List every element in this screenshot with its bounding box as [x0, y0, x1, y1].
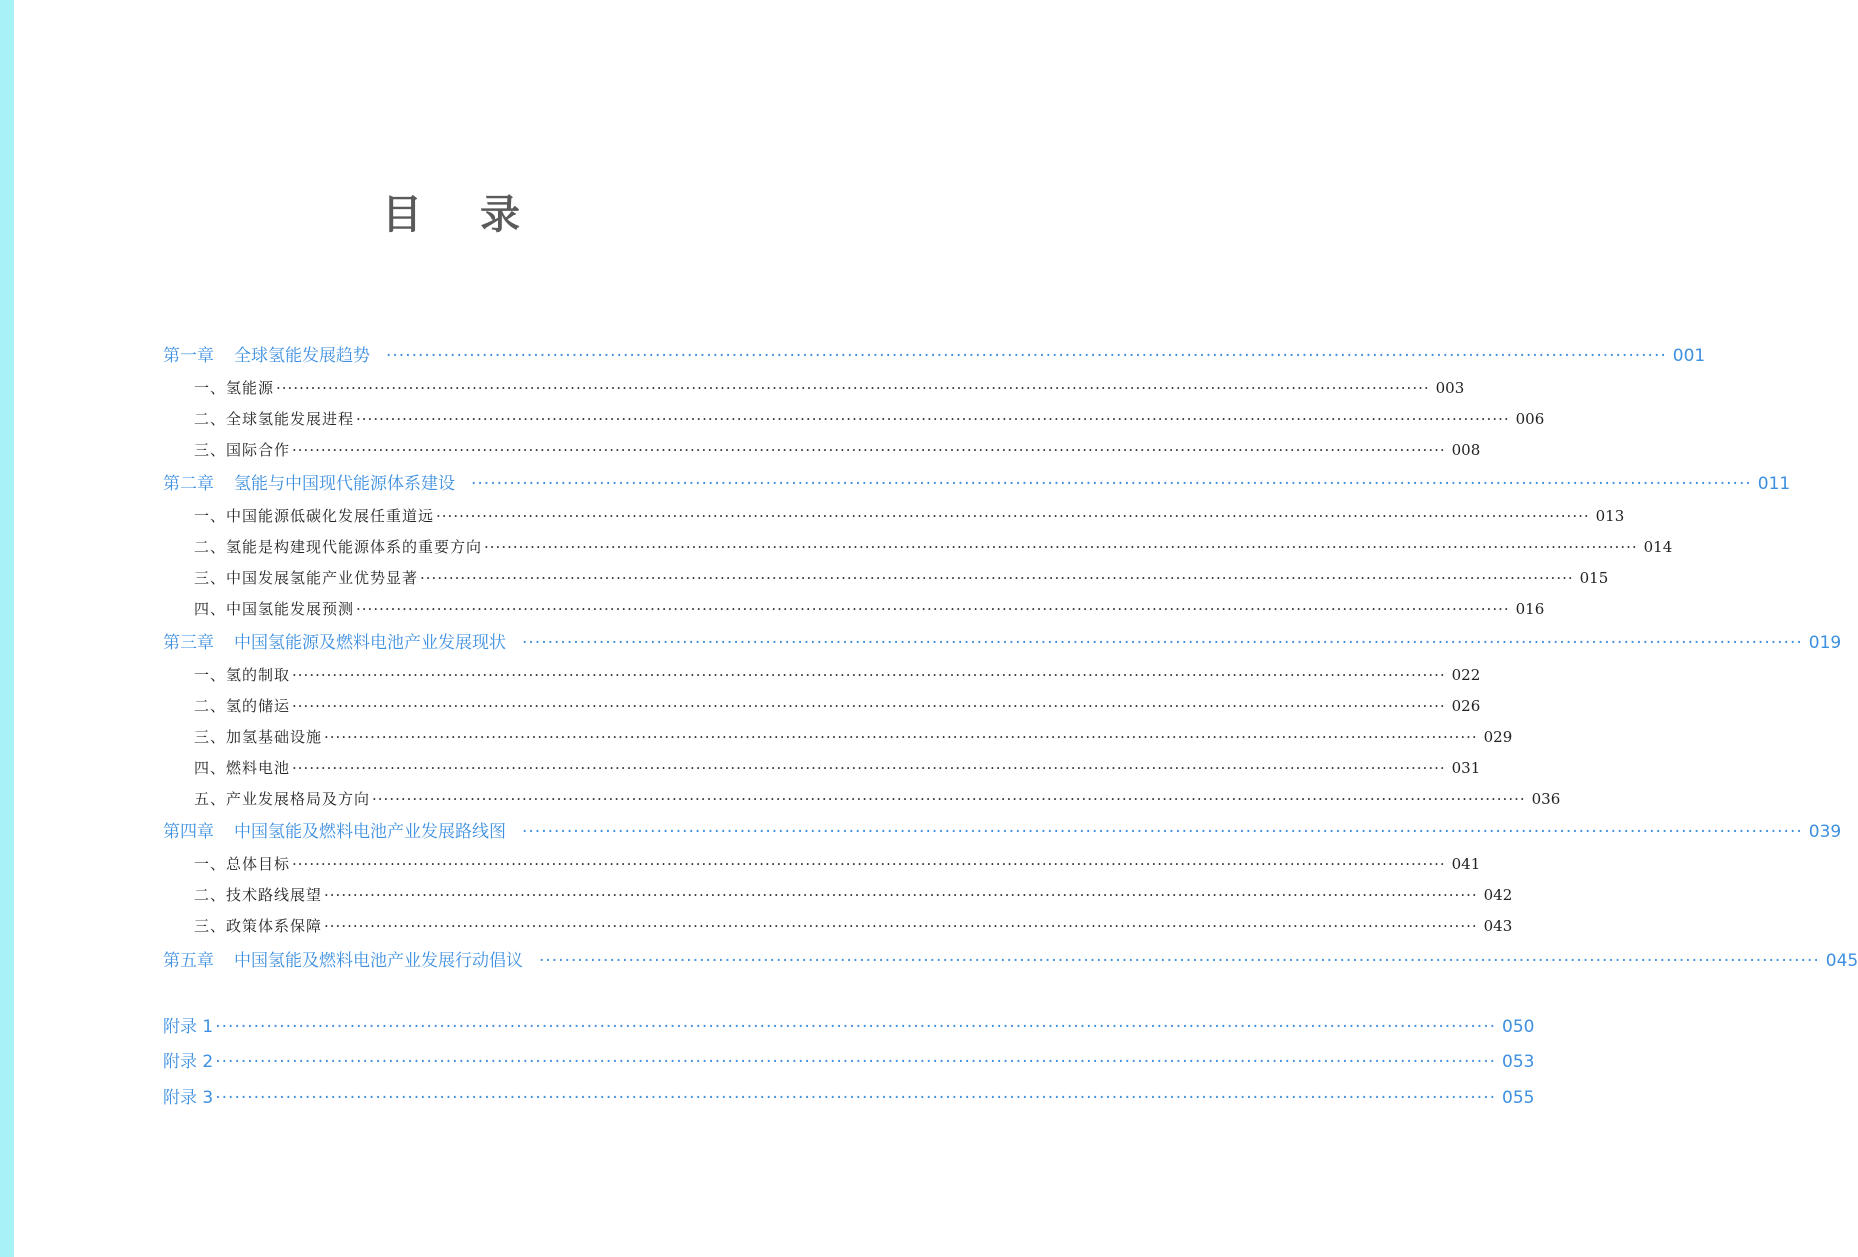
entry-label	[194, 788, 370, 809]
section-title: 三、中国发展氢能产业优势显著	[194, 569, 419, 587]
dot-leader: ········································································································································································································	[372, 790, 1526, 808]
dot-leader: ········································································································································································································	[292, 666, 1446, 684]
dot-leader: ········································································································································································································	[324, 886, 1478, 904]
section-title: 三、政策体系保障	[194, 917, 323, 935]
page-number: 036	[1531, 790, 1561, 808]
entry-label	[194, 664, 290, 685]
appendix-title: 附录 3	[163, 1088, 214, 1108]
page-title: 目 录	[382, 192, 542, 238]
chapter-title: 中国氢能及燃料电池产业发展行动倡议	[234, 951, 523, 971]
chapter-title: 中国氢能及燃料电池产业发展路线图	[234, 822, 506, 842]
dot-leader: ········································································································································································································	[484, 538, 1638, 556]
entry-label	[194, 757, 290, 778]
section-title: 四、中国氢能发展预测	[194, 600, 355, 618]
entry-label	[194, 439, 290, 460]
entry-label	[163, 341, 370, 366]
page-number: 050	[1502, 1017, 1535, 1037]
chapter-number: 第三章	[163, 633, 214, 653]
page-number: 003	[1435, 379, 1465, 397]
entry-label	[163, 469, 455, 494]
chapter-number: 第二章	[163, 474, 214, 494]
page-number: 015	[1579, 569, 1609, 587]
section-title: 二、技术路线展望	[194, 886, 323, 904]
page-number: 006	[1515, 410, 1545, 428]
entry-label	[194, 726, 322, 747]
dot-leader: ········································································································································································································	[292, 855, 1446, 873]
section-title: 五、产业发展格局及方向	[194, 790, 371, 808]
toc-appendix[interactable]	[163, 1083, 1535, 1108]
page-number: 026	[1451, 697, 1481, 715]
dot-leader: ········································································································································································································	[522, 633, 1803, 653]
toc-section[interactable]	[163, 726, 1513, 747]
appendix-title: 附录 1	[163, 1017, 214, 1037]
toc-section[interactable]	[163, 567, 1609, 588]
chapter-number: 第四章	[163, 822, 214, 842]
chapter-title: 氢能与中国现代能源体系建设	[234, 474, 455, 494]
toc-section[interactable]	[163, 853, 1481, 874]
toc-chapter[interactable]	[163, 817, 1842, 842]
toc-chapter[interactable]	[163, 469, 1791, 494]
page-number: 008	[1451, 441, 1481, 459]
page-number: 039	[1808, 822, 1842, 842]
toc-section[interactable]	[163, 695, 1481, 716]
dot-leader: ········································································································································································································	[436, 507, 1590, 525]
toc-section[interactable]	[163, 439, 1481, 460]
dot-leader: ········································································································································································································	[215, 1088, 1496, 1108]
toc-section[interactable]	[163, 757, 1481, 778]
page-number: 011	[1757, 474, 1791, 494]
dot-leader: ········································································································································································································	[276, 379, 1430, 397]
entry-label	[194, 536, 482, 557]
toc-section[interactable]	[163, 377, 1465, 398]
page-number: 001	[1672, 346, 1706, 366]
dot-leader: ········································································································································································································	[356, 410, 1510, 428]
section-title: 三、加氢基础设施	[194, 728, 323, 746]
entry-label	[163, 817, 506, 842]
dot-leader: ········································································································································································································	[522, 822, 1803, 842]
page-number: 055	[1502, 1088, 1535, 1108]
page-number: 043	[1483, 917, 1513, 935]
section-title: 一、总体目标	[194, 855, 291, 873]
toc-appendix[interactable]	[163, 1012, 1535, 1037]
chapter-title: 中国氢能源及燃料电池产业发展现状	[234, 633, 506, 653]
chapter-title: 全球氢能发展趋势	[234, 346, 370, 366]
page-number: 013	[1595, 507, 1625, 525]
entry-label	[194, 377, 274, 398]
toc-section[interactable]	[163, 505, 1625, 526]
toc-section[interactable]	[163, 664, 1481, 685]
entry-label	[194, 853, 290, 874]
entry-label	[163, 1012, 213, 1037]
entry-label	[194, 567, 418, 588]
toc-section[interactable]	[163, 408, 1545, 429]
section-title: 一、中国能源低碳化发展任重道远	[194, 507, 435, 525]
entry-label	[194, 915, 322, 936]
dot-leader: ········································································································································································································	[292, 759, 1446, 777]
entry-label	[194, 884, 322, 905]
page-number: 019	[1808, 633, 1842, 653]
section-title: 一、氢的制取	[194, 666, 291, 684]
entry-label	[194, 598, 354, 619]
entry-label	[163, 1083, 213, 1108]
dot-leader: ········································································································································································································	[324, 917, 1478, 935]
dot-leader: ········································································································································································································	[215, 1052, 1496, 1072]
entry-label	[194, 695, 290, 716]
entry-label	[163, 1047, 213, 1072]
entry-label	[163, 946, 523, 971]
toc-chapter[interactable]	[163, 946, 1858, 971]
toc-section[interactable]	[163, 536, 1673, 557]
dot-leader: ········································································································································································································	[539, 951, 1820, 971]
entry-label	[194, 408, 354, 429]
toc-chapter[interactable]	[163, 628, 1842, 653]
toc-appendix[interactable]	[163, 1047, 1535, 1072]
page-number: 016	[1515, 600, 1545, 618]
chapter-number: 第五章	[163, 951, 214, 971]
section-title: 一、氢能源	[194, 379, 275, 397]
page-number: 029	[1483, 728, 1513, 746]
section-title: 二、氢能是构建现代能源体系的重要方向	[194, 538, 483, 556]
dot-leader: ········································································································································································································	[356, 600, 1510, 618]
section-title: 二、氢的储运	[194, 697, 291, 715]
dot-leader: ········································································································································································································	[324, 728, 1478, 746]
page-number: 041	[1451, 855, 1481, 873]
page-number: 014	[1643, 538, 1673, 556]
section-title: 三、国际合作	[194, 441, 291, 459]
entry-label	[194, 505, 434, 526]
entry-label	[163, 628, 506, 653]
dot-leader: ········································································································································································································	[292, 697, 1446, 715]
page-number: 031	[1451, 759, 1481, 777]
chapter-number: 第一章	[163, 346, 214, 366]
toc-section[interactable]	[163, 788, 1561, 809]
page-number: 045	[1825, 951, 1858, 971]
dot-leader: ········································································································································································································	[292, 441, 1446, 459]
section-title: 二、全球氢能发展进程	[194, 410, 355, 428]
dot-leader: ········································································································································································································	[420, 569, 1574, 587]
page-number: 022	[1451, 666, 1481, 684]
appendix-title: 附录 2	[163, 1052, 214, 1072]
toc-chapter[interactable]	[163, 341, 1706, 366]
toc-section[interactable]	[163, 884, 1513, 905]
dot-leader: ········································································································································································································	[386, 346, 1667, 366]
section-title: 四、燃料电池	[194, 759, 291, 777]
toc-section[interactable]	[163, 598, 1545, 619]
toc-section[interactable]	[163, 915, 1513, 936]
page-number: 053	[1502, 1052, 1535, 1072]
dot-leader: ········································································································································································································	[215, 1017, 1496, 1037]
page-number: 042	[1483, 886, 1513, 904]
dot-leader: ········································································································································································································	[471, 474, 1752, 494]
